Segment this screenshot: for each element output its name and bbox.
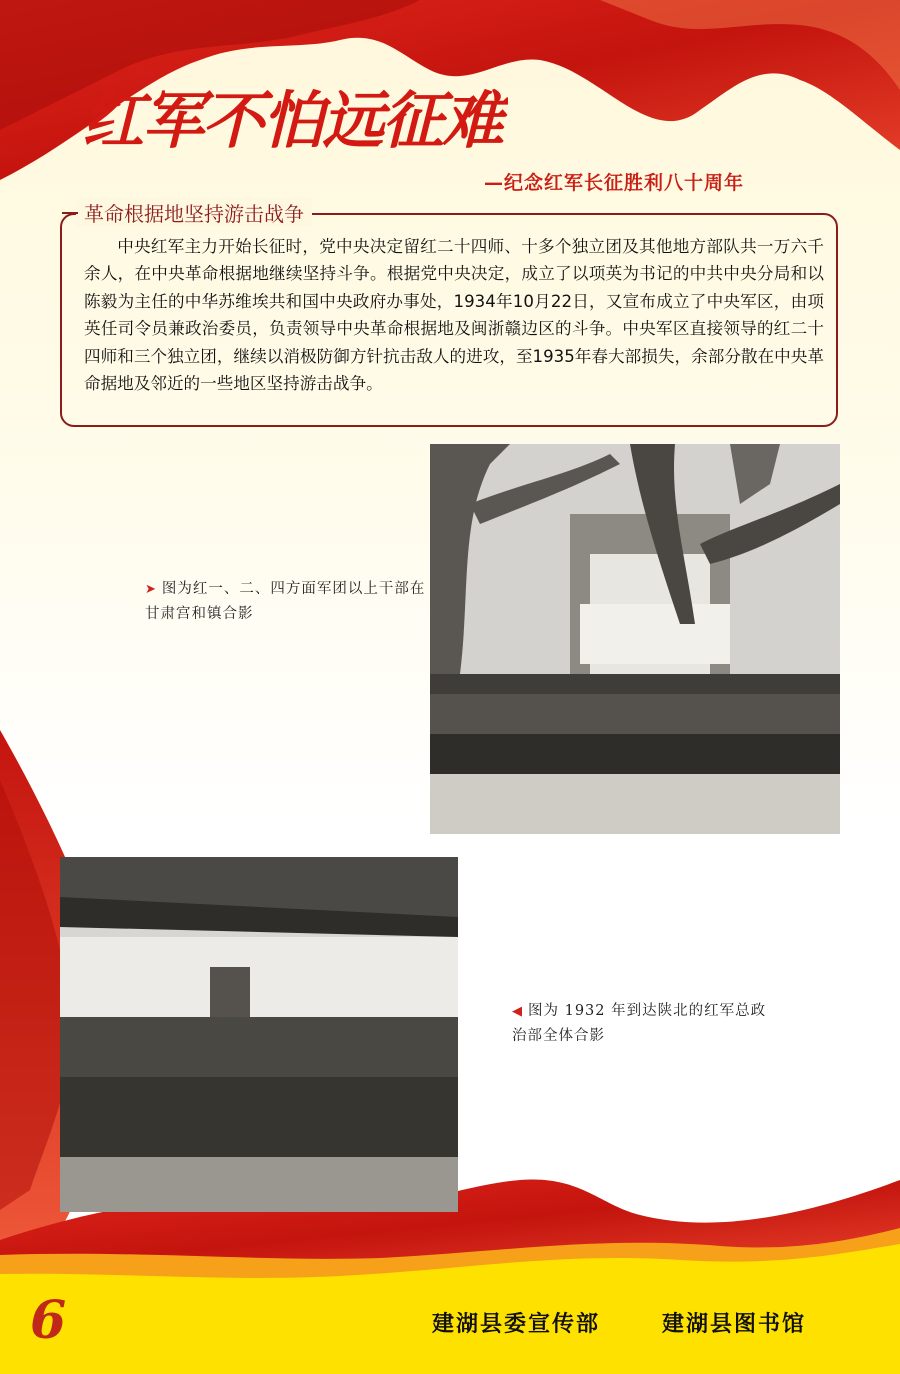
- caption-photo-2: [512, 999, 772, 1048]
- calligraphy-title-text: 红军不怕远征难: [82, 84, 503, 157]
- photo-group-shaanbei: [60, 857, 458, 1212]
- subtitle: —纪念红军长征胜利八十周年: [484, 172, 745, 194]
- caption-arrow-icon: ◀: [512, 1004, 522, 1019]
- caption-photo-1: [145, 577, 435, 626]
- section-body: 中央红军主力开始长征时，党中央决定留红二十四师、十多个独立团及其他地方部队共一万六千余人，在中央革命根据地继续坚持斗争。根据党中央决定，成立了以项英为书记的中共中央分局和以陈毅为主任的中华苏维埃共和国中央政府办事处，1934年10月22日，又宣布成立了中央军区，由项英任司令员兼政治委员，负责领导中央革命根据地及闽浙赣边区的斗争。中央军区直接领导的红二十四师和三个独立团，继续以消极防御方针抗击敌人的进攻，至1935年春大部损失，余部分散在中央革命据地及邻近的一些地区坚持游击战争。: [84, 237, 824, 394]
- photo-group-gansu: [430, 444, 840, 834]
- footer-org-library: 建湖县图书馆: [662, 1312, 807, 1337]
- footer-org-propaganda: 建湖县委宣传部: [432, 1312, 601, 1337]
- caption-photo-1-text: 图为红一、二、四方面军团以上干部在甘肃宫和镇合影: [145, 581, 426, 622]
- caption-arrow-icon: ➤: [145, 582, 156, 597]
- section-title: 革命根据地坚持游击战争: [76, 198, 312, 227]
- calligraphy-title: [78, 62, 508, 172]
- page-number: 6: [30, 1290, 67, 1351]
- caption-photo-2-text: 图为 1932 年到达陕北的红军总政治部全体合影: [512, 1003, 767, 1044]
